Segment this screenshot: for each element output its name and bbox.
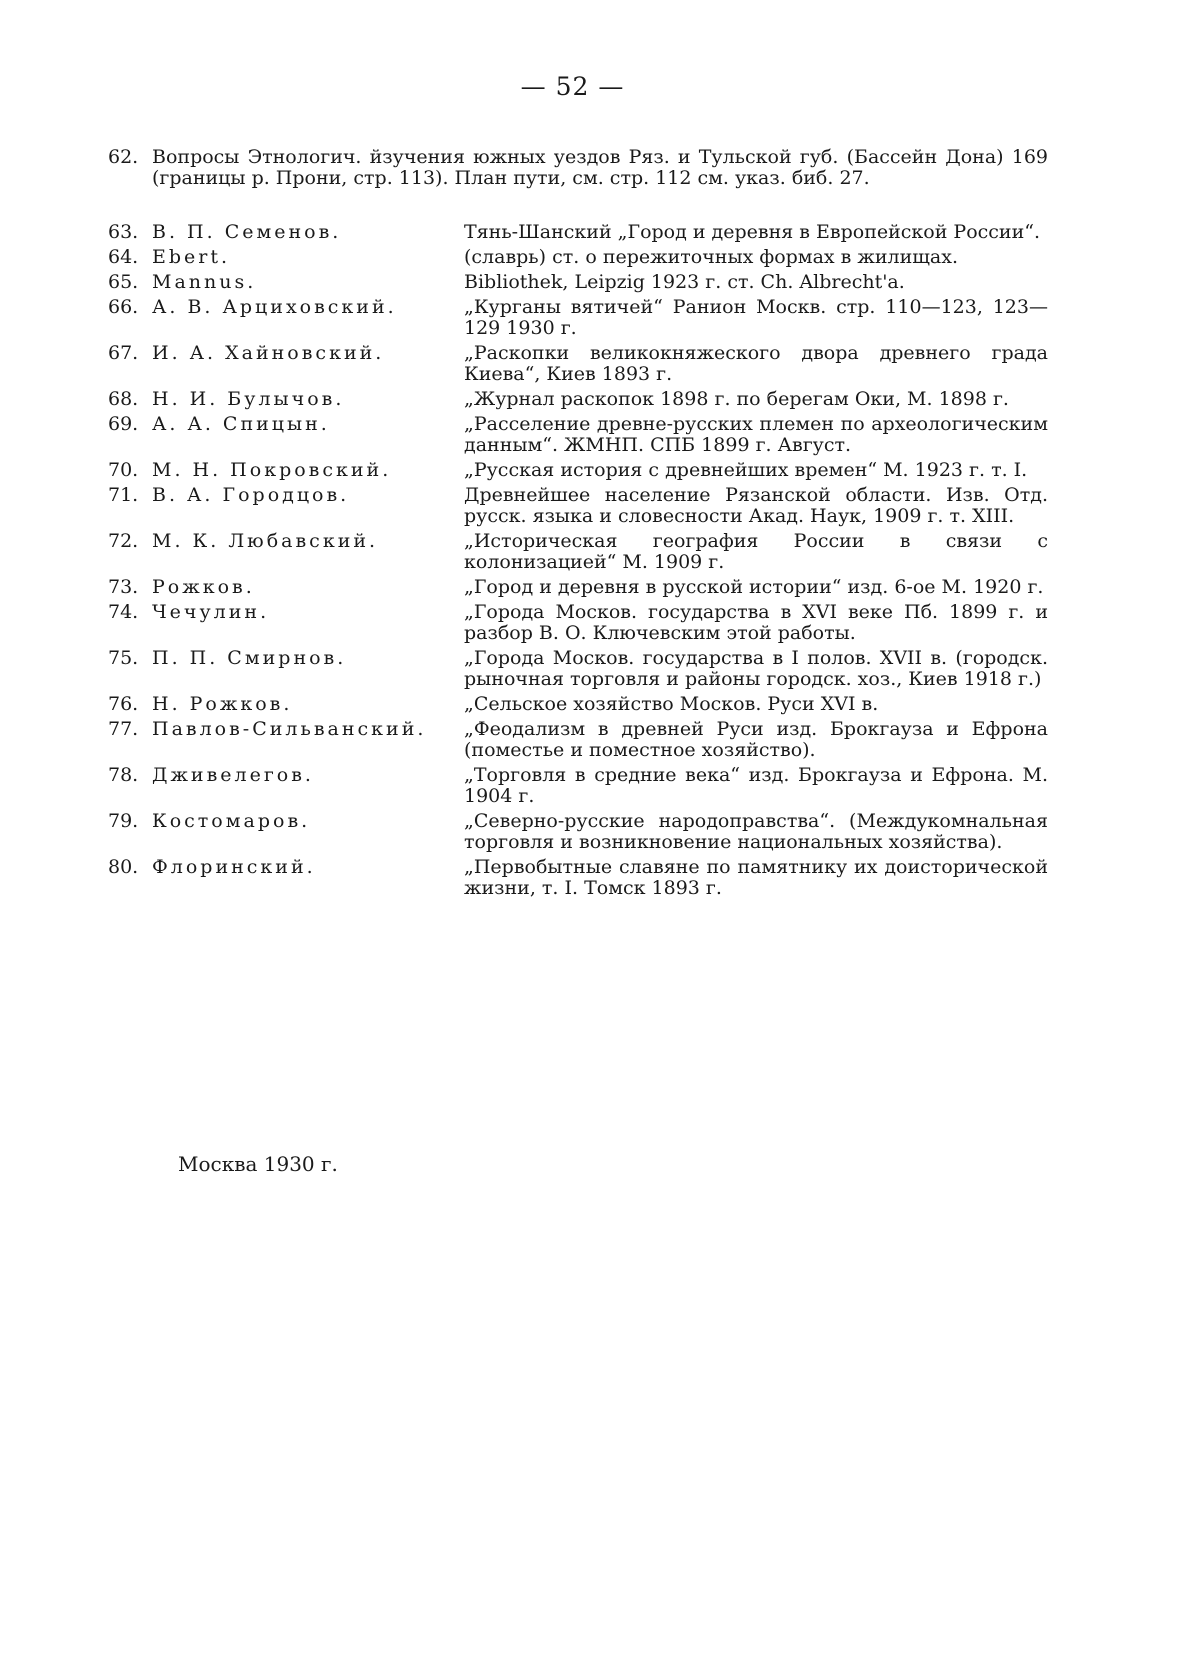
- bibliography-entry: [108, 460, 1048, 481]
- entry-title: „Города Москов. государства в XVI веке Пб. 1899 г. и разбор В. О. Ключевским этой работы.: [464, 601, 1048, 644]
- entry-number: 64.: [108, 246, 139, 268]
- entry-number: 73.: [108, 576, 139, 598]
- entry-author: И. А. Хайновский.: [152, 342, 385, 364]
- bibliography-entry: [108, 297, 1048, 339]
- entry-author: Mannus.: [152, 271, 257, 293]
- entry-title: „Город и деревня в русской истории“ изд. 6-ое М. 1920 г.: [464, 576, 1044, 598]
- entry-title: (славрь) ст. о пережиточных формах в жилищах.: [464, 246, 959, 268]
- entry-title: „Расселение древне-русских племен по археологическим данным“. ЖМНП. СПБ 1899 г. Август.: [464, 413, 1048, 456]
- bibliography-entry: [108, 389, 1048, 410]
- entry-author: А. В. Арциховский.: [152, 296, 397, 318]
- entry-author: Н. Рожков.: [152, 693, 293, 715]
- bibliography-entry: [108, 811, 1048, 853]
- entry-title: „Феодализм в древней Руси изд. Брокгауза и Ефрона (поместье и поместное хозяйство).: [464, 718, 1048, 761]
- entry-title: „Курганы вятичей“ Ранион Москв. стр. 110—123, 123—129 1930 г.: [464, 296, 1048, 339]
- entry-title: „Торговля в средние века“ изд. Брокгауза и Ефрона. М. 1904 г.: [464, 764, 1048, 807]
- entry-title: „Первобытные славяне по памятнику их доисторической жизни, т. I. Томск 1893 г.: [464, 856, 1048, 899]
- bibliography-entry: [108, 247, 1048, 268]
- entry-title: „Историческая география России в связи с колонизацией“ М. 1909 г.: [464, 530, 1048, 573]
- entry-author: Н. И. Булычов.: [152, 388, 345, 410]
- entry-title: „Русская история с древнейших времен“ М. 1923 г. т. I.: [464, 459, 1028, 481]
- entry-title: Bibliothek, Leipzig 1923 г. ст. Ch. Albrecht'a.: [464, 271, 905, 293]
- bibliography-entry: [108, 222, 1048, 243]
- bibliography-entry: [108, 577, 1048, 598]
- bibliography-entry: [108, 602, 1048, 644]
- place-and-date: Москва 1930 г.: [178, 1152, 338, 1176]
- entry-author: Чечулин.: [152, 601, 270, 623]
- entry-number: 78.: [108, 764, 139, 786]
- entry-title: Тянь-Шанский „Город и деревня в Европейской России“.: [464, 221, 1041, 243]
- bibliography-entry: [108, 857, 1048, 899]
- entry-author: В. П. Семенов.: [152, 221, 342, 243]
- bibliography-list: [108, 222, 1048, 903]
- bibliography-entry: [108, 414, 1048, 456]
- bibliography-entry: [108, 694, 1048, 715]
- entry-author: Павлов-Сильванский.: [152, 718, 427, 740]
- entry-number: 79.: [108, 810, 139, 832]
- entry-author: Ebert.: [152, 246, 231, 268]
- entry-author: М. Н. Покровский.: [152, 459, 392, 481]
- bibliography-entry: [108, 272, 1048, 293]
- entry-number: 65.: [108, 271, 139, 293]
- entry-number: 63.: [108, 221, 139, 243]
- entry-number: 70.: [108, 459, 139, 481]
- bibliography-entry: [108, 531, 1048, 573]
- entry-number: 68.: [108, 388, 139, 410]
- entry-title: „Журнал раскопок 1898 г. по берегам Оки, М. 1898 г.: [464, 388, 1009, 410]
- entry-author: Дживелегов.: [152, 764, 314, 786]
- entry-number: 76.: [108, 693, 139, 715]
- entry-number: 72.: [108, 530, 139, 552]
- entry-title: „Раскопки великокняжеского двора древнего града Киева“, Киев 1893 г.: [464, 342, 1048, 385]
- entry-number: 66.: [108, 296, 139, 318]
- entry-number: 71.: [108, 484, 139, 506]
- entry-number: 69.: [108, 413, 139, 435]
- bibliography-entry: [108, 648, 1048, 690]
- entry-62: [108, 147, 1048, 189]
- entry-title: „Города Москов. государства в I полов. XVII в. (городск. рыночная торговля и районы городск. хоз., Киев 1918 г.): [464, 647, 1048, 690]
- entry-number: 80.: [108, 856, 139, 878]
- entry-number: 67.: [108, 342, 139, 364]
- entry-title: „Северно-русские народоправства“. (Междукомнальная торговля и возникновение национальных хозяйства).: [464, 810, 1048, 853]
- entry-title: Древнейшее население Рязанской области. Изв. Отд. русск. языка и словесности Акад. Наук, 1909 г. т. XIII.: [464, 484, 1048, 527]
- entry-number: 75.: [108, 647, 139, 669]
- entry-author: М. К. Любавский.: [152, 530, 379, 552]
- entry-author: П. П. Смирнов.: [152, 647, 347, 669]
- bibliography-entry: [108, 485, 1048, 527]
- entry-author: В. А. Городцов.: [152, 484, 350, 506]
- bibliography-entry: [108, 719, 1048, 761]
- bibliography-entry: [108, 765, 1048, 807]
- entry-author: Костомаров.: [152, 810, 311, 832]
- page-number: — 52 —: [520, 72, 625, 101]
- entry-author: Флоринский.: [152, 856, 316, 878]
- entry-number: 62.: [108, 146, 139, 168]
- entry-number: 77.: [108, 718, 139, 740]
- entry-author: Рожков.: [152, 576, 255, 598]
- entry-text: Вопросы Этнологич. йзучения южных уездов Ряз. и Тульской губ. (Бассейн Дона) 169 (границы р. Прони, стр. 113). План пути, см. стр. 112 см. указ. биб. 27.: [152, 146, 1048, 189]
- entry-number: 74.: [108, 601, 139, 623]
- bibliography-entry: [108, 343, 1048, 385]
- entry-title: „Сельское хозяйство Москов. Руси XVI в.: [464, 693, 879, 715]
- entry-author: А. А. Спицын.: [152, 413, 330, 435]
